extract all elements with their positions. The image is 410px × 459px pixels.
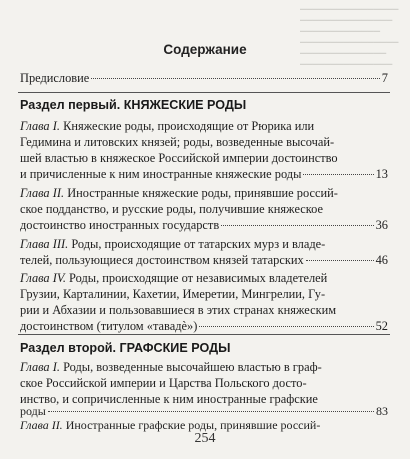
chapter-page: 83 bbox=[376, 404, 388, 418]
chapter-line: Иностранные княжеские роды, принявшие россий- bbox=[67, 186, 338, 200]
chapter-line: достоинство иностранных государств bbox=[20, 218, 220, 232]
chapter-line: инство, и сопричисленные к ним иностранные графские bbox=[20, 392, 318, 406]
chapter-line: шей властью в княжеское Российской империи достоинство bbox=[20, 151, 338, 165]
chapter-line: Грузии, Карталинии, Кахетии, Имеретии, Мингрелии, Гу- bbox=[20, 287, 326, 301]
dot-leader bbox=[303, 174, 373, 175]
preface-entry[interactable] bbox=[20, 70, 388, 86]
toc-title: Содержание bbox=[163, 42, 247, 57]
chapter-last-line bbox=[20, 166, 388, 182]
preface-label: Предисловие bbox=[20, 71, 90, 85]
chapter-page: 46 bbox=[375, 253, 388, 267]
chapter-entry[interactable] bbox=[20, 185, 388, 201]
dot-leader bbox=[48, 411, 374, 412]
bleed-through-text: ▁▁▁▁▁▁▁▁▁▁▁▁▁▁▁▁ ▁▁▁▁▁▁▁▁▁▁▁▁▁▁▁ ▁▁▁▁▁▁▁▁▁▁▁▁▁ ▁▁▁▁▁▁▁▁▁▁▁▁▁▁▁▁ ▁▁▁▁▁▁▁▁▁▁▁▁▁▁ ▁▁▁▁▁▁▁▁▁▁▁▁▁▁▁ bbox=[300, 1, 399, 65]
chapter-last-line bbox=[20, 252, 388, 268]
chapter-line: ское Российской империи и Царства Польского досто- bbox=[20, 376, 307, 390]
chapter-label: Глава I. bbox=[20, 360, 60, 374]
dot-leader bbox=[91, 78, 380, 79]
chapter-line: достоинством (титулом «тавадѐ») bbox=[20, 319, 198, 333]
chapter-label: Глава IV. bbox=[20, 271, 66, 285]
chapter-page: 52 bbox=[375, 319, 388, 333]
chapter-line: рии и Абхазии и пользовавшиеся в этих странах княжеским bbox=[20, 303, 337, 317]
chapter-entry[interactable] bbox=[20, 236, 388, 252]
chapter-last-line bbox=[20, 405, 388, 418]
chapter-line: Иностранные графские роды, принявшие россий- bbox=[65, 418, 321, 432]
chapter-line: Роды, происходящие от татарских мурз и владе- bbox=[71, 237, 326, 251]
chapter-last-line bbox=[20, 217, 388, 233]
chapter-page: 36 bbox=[375, 218, 388, 232]
chapter-last-line bbox=[20, 318, 388, 334]
divider bbox=[18, 334, 390, 335]
chapter-line: ское подданство, и русские роды, получившие княжеское bbox=[20, 202, 323, 216]
chapter-page: 13 bbox=[375, 167, 388, 181]
section-heading: Раздел второй. ГРАФСКИЕ РОДЫ bbox=[20, 341, 231, 355]
chapter-label: Глава II. bbox=[20, 418, 66, 432]
page-number: 254 bbox=[194, 431, 216, 446]
chapter-line: и причисленные к ним иностранные княжеские роды bbox=[20, 167, 302, 181]
chapter-line: Роды, возведенные высочайшею властью в граф- bbox=[63, 360, 322, 374]
chapter-label: Глава II. bbox=[20, 186, 65, 200]
dot-leader bbox=[221, 225, 373, 226]
chapter-entry[interactable] bbox=[20, 359, 388, 375]
chapter-line: телей, пользующиеся достоинством князей татарских bbox=[20, 253, 304, 267]
dot-leader bbox=[199, 326, 373, 327]
chapter-entry[interactable] bbox=[20, 270, 388, 286]
chapter-label: Глава I. bbox=[20, 119, 60, 133]
chapter-line: роды bbox=[20, 404, 46, 418]
preface-page: 7 bbox=[381, 71, 388, 85]
chapter-label: Глава III. bbox=[20, 237, 69, 251]
dot-leader bbox=[306, 260, 374, 261]
chapter-line: Княжеские роды, происходящие от Рюрика или bbox=[63, 119, 315, 133]
chapter-entry[interactable] bbox=[20, 419, 388, 432]
divider bbox=[18, 92, 390, 93]
chapter-line: Роды, происходящие от независимых владетелей bbox=[69, 271, 328, 285]
chapter-entry[interactable] bbox=[20, 118, 388, 134]
section-heading: Раздел первый. КНЯЖЕСКИЕ РОДЫ bbox=[20, 98, 247, 112]
chapter-line: Гедимина и литовских князей; роды, возведенные высочай- bbox=[20, 135, 335, 149]
